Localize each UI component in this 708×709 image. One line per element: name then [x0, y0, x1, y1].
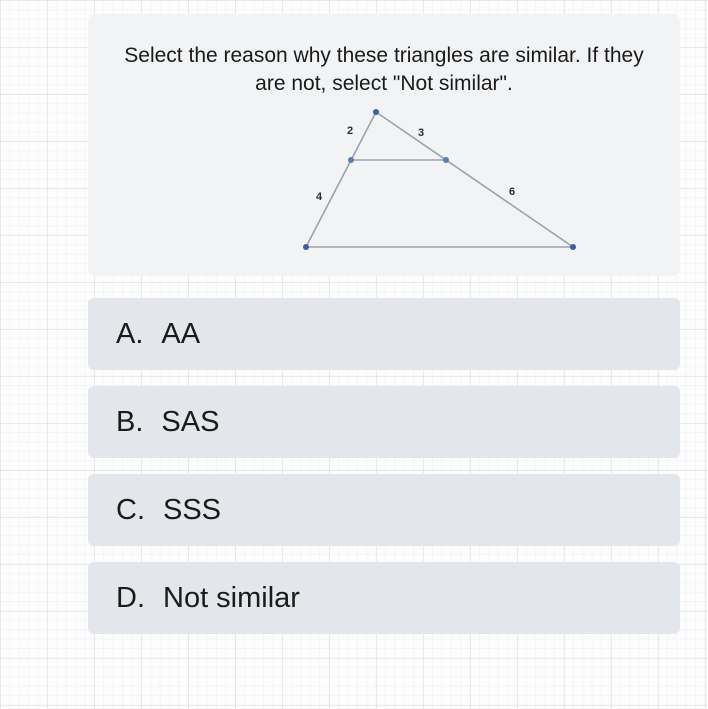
side-label-3: 3: [417, 127, 425, 139]
choice-d-letter: D.: [116, 581, 145, 614]
choice-b-label: SAS: [161, 405, 220, 438]
choice-b[interactable]: [88, 386, 680, 458]
choice-b-letter: B.: [116, 405, 144, 438]
question-text: Select the reason why these triangles are similar. If they are not, select "Not similar".: [124, 44, 644, 95]
choice-d-label: Not similar: [163, 581, 300, 614]
triangle-figure: [108, 102, 660, 262]
choice-c-letter: C.: [116, 493, 145, 526]
choice-c-label: SSS: [163, 493, 222, 526]
side-label-4: 4: [315, 191, 323, 203]
choice-a-letter: A.: [116, 317, 144, 350]
question-card: [88, 14, 680, 276]
choice-a[interactable]: [88, 298, 680, 370]
side-label-2: 2: [346, 125, 354, 137]
choice-a-label: AA: [161, 317, 201, 350]
answer-choices: [88, 298, 680, 634]
choice-c[interactable]: [88, 474, 680, 546]
choice-d[interactable]: [88, 562, 680, 634]
side-label-6: 6: [508, 186, 516, 198]
question-content: [88, 14, 680, 650]
